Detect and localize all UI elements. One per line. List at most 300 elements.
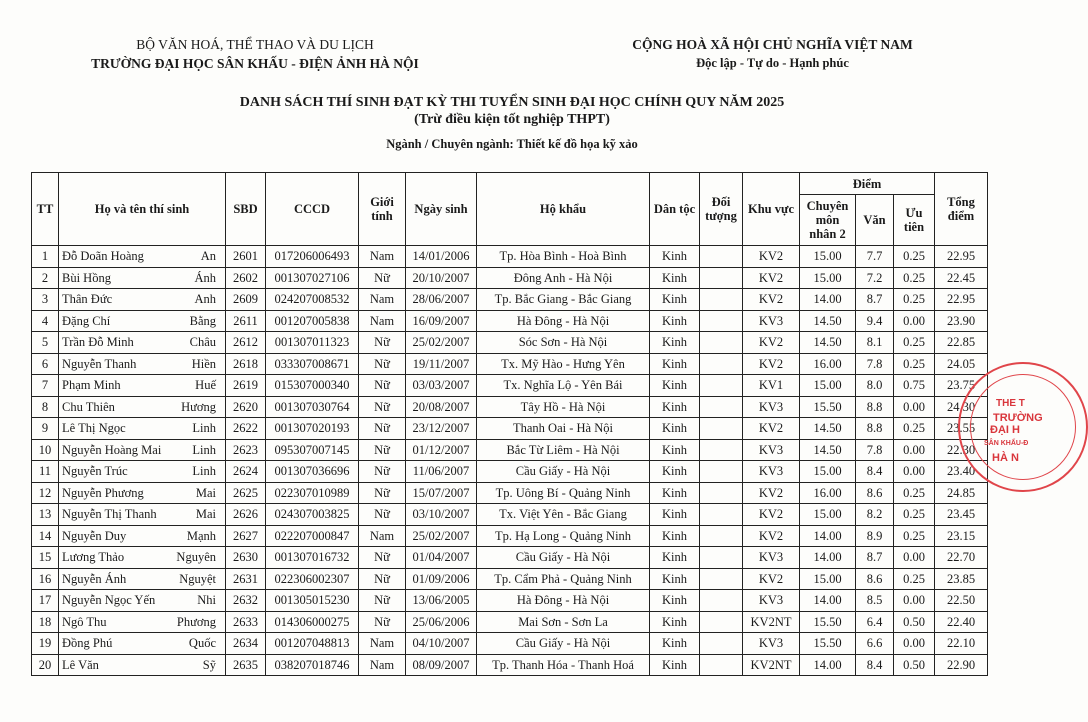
- row-family-name: Đồng Phú: [62, 636, 113, 651]
- row-cccd: 001307030764: [266, 396, 359, 418]
- row-region: KV2: [743, 418, 800, 440]
- row-region: KV1: [743, 375, 800, 397]
- row-cccd: 001307027106: [266, 267, 359, 289]
- row-priority: 0.25: [894, 418, 935, 440]
- table-row: [32, 418, 988, 440]
- row-ethnic: Kinh: [650, 611, 700, 633]
- col-object: Đối tượng: [700, 173, 743, 246]
- row-tt: 6: [32, 353, 59, 375]
- row-gender: Nữ: [359, 590, 406, 612]
- row-tt: 7: [32, 375, 59, 397]
- table-row: [32, 267, 988, 289]
- row-tt: 11: [32, 461, 59, 483]
- row-priority: 0.25: [894, 504, 935, 526]
- row-major-score: 16.00: [800, 482, 856, 504]
- row-gender: Nữ: [359, 332, 406, 354]
- row-family-name: Nguyễn Phương: [62, 485, 144, 500]
- row-tt: 5: [32, 332, 59, 354]
- row-literature: 6.4: [856, 611, 894, 633]
- row-object: [700, 590, 743, 612]
- document-subtitle: (Trừ điều kiện tốt nghiệp THPT): [414, 112, 610, 127]
- row-family-name: Đặng Chí: [62, 313, 111, 328]
- col-name: Họ và tên thí sinh: [59, 173, 226, 246]
- row-total: 22.85: [935, 332, 988, 354]
- row-object: [700, 267, 743, 289]
- row-major-score: 15.00: [800, 246, 856, 268]
- row-cccd: 001307020193: [266, 418, 359, 440]
- row-total: 24.05: [935, 353, 988, 375]
- row-sbd: 2623: [226, 439, 266, 461]
- col-priority: Ưu tiên: [894, 195, 935, 246]
- row-gender: Nam: [359, 633, 406, 655]
- row-family-name: Lương Thảo: [62, 550, 125, 565]
- row-priority: 0.25: [894, 267, 935, 289]
- row-total: 23.15: [935, 525, 988, 547]
- row-region: KV3: [743, 590, 800, 612]
- row-major-score: 15.50: [800, 396, 856, 418]
- table-row: [32, 611, 988, 633]
- table-row: [32, 353, 988, 375]
- row-region: KV2NT: [743, 654, 800, 676]
- row-given-name: Hiền: [191, 356, 216, 371]
- row-sbd: 2626: [226, 504, 266, 526]
- row-object: [700, 418, 743, 440]
- row-region: KV3: [743, 547, 800, 569]
- row-given-name: Anh: [194, 292, 216, 307]
- row-major-score: 15.00: [800, 461, 856, 483]
- row-name: [59, 332, 226, 354]
- row-ethnic: Kinh: [650, 525, 700, 547]
- row-given-name: Châu: [189, 335, 216, 350]
- table-row: [32, 525, 988, 547]
- row-object: [700, 633, 743, 655]
- row-total: 22.10: [935, 633, 988, 655]
- row-name: [59, 547, 226, 569]
- row-literature: 8.7: [856, 289, 894, 311]
- row-dob: 25/02/2007: [406, 525, 477, 547]
- col-cccd: CCCD: [266, 173, 359, 246]
- row-ethnic: Kinh: [650, 267, 700, 289]
- col-literature: Văn: [856, 195, 894, 246]
- row-literature: 7.8: [856, 439, 894, 461]
- row-tt: 16: [32, 568, 59, 590]
- row-ethnic: Kinh: [650, 633, 700, 655]
- row-cccd: 001307036696: [266, 461, 359, 483]
- row-literature: 8.4: [856, 654, 894, 676]
- row-total: 22.50: [935, 590, 988, 612]
- row-cccd: 015307000340: [266, 375, 359, 397]
- row-family-name: Nguyễn Ánh: [62, 571, 127, 586]
- table-row: [32, 289, 988, 311]
- row-family-name: Nguyễn Duy: [62, 528, 127, 543]
- row-object: [700, 504, 743, 526]
- row-sbd: 2612: [226, 332, 266, 354]
- col-total: Tổng điểm: [935, 173, 988, 246]
- col-tt: TT: [32, 173, 59, 246]
- major-line: Ngành / Chuyên ngành: Thiết kế đồ họa kỹ xảo: [386, 137, 638, 151]
- row-object: [700, 654, 743, 676]
- row-tt: 9: [32, 418, 59, 440]
- row-priority: 0.00: [894, 547, 935, 569]
- school-name: TRƯỜNG ĐẠI HỌC SÂN KHẤU - ĐIỆN ẢNH HÀ NỘI: [91, 56, 419, 71]
- row-sbd: 2619: [226, 375, 266, 397]
- row-region: KV3: [743, 439, 800, 461]
- row-ethnic: Kinh: [650, 396, 700, 418]
- row-address: Tp. Bắc Giang - Bắc Giang: [477, 289, 650, 311]
- row-region: KV2: [743, 267, 800, 289]
- row-name: [59, 375, 226, 397]
- row-priority: 0.25: [894, 289, 935, 311]
- row-literature: 8.4: [856, 461, 894, 483]
- row-family-name: Thân Đức: [62, 292, 113, 307]
- row-gender: Nữ: [359, 353, 406, 375]
- table-row: [32, 547, 988, 569]
- row-address: Tp. Cẩm Phả - Quảng Ninh: [477, 568, 650, 590]
- row-dob: 03/03/2007: [406, 375, 477, 397]
- row-gender: Nữ: [359, 482, 406, 504]
- row-gender: Nam: [359, 246, 406, 268]
- row-total: 22.95: [935, 246, 988, 268]
- row-gender: Nữ: [359, 396, 406, 418]
- table-row: [32, 332, 988, 354]
- row-major-score: 14.50: [800, 418, 856, 440]
- row-dob: 25/06/2006: [406, 611, 477, 633]
- row-address: Tây Hồ - Hà Nội: [477, 396, 650, 418]
- row-region: KV3: [743, 396, 800, 418]
- row-family-name: Nguyễn Ngọc Yến: [62, 593, 156, 608]
- row-tt: 1: [32, 246, 59, 268]
- row-priority: 0.50: [894, 611, 935, 633]
- row-literature: 9.4: [856, 310, 894, 332]
- row-literature: 8.0: [856, 375, 894, 397]
- row-priority: 0.25: [894, 246, 935, 268]
- row-address: Đông Anh - Hà Nội: [477, 267, 650, 289]
- row-object: [700, 611, 743, 633]
- row-priority: 0.00: [894, 439, 935, 461]
- row-tt: 8: [32, 396, 59, 418]
- row-priority: 0.00: [894, 633, 935, 655]
- row-cccd: 033307008671: [266, 353, 359, 375]
- row-tt: 4: [32, 310, 59, 332]
- row-literature: 8.2: [856, 504, 894, 526]
- row-major-score: 15.00: [800, 504, 856, 526]
- row-region: KV2: [743, 482, 800, 504]
- row-total: 22.30: [935, 439, 988, 461]
- row-dob: 11/06/2007: [406, 461, 477, 483]
- row-name: [59, 267, 226, 289]
- row-given-name: Nhi: [197, 593, 216, 608]
- row-priority: 0.00: [894, 396, 935, 418]
- row-priority: 0.00: [894, 461, 935, 483]
- row-address: Tp. Hạ Long - Quảng Ninh: [477, 525, 650, 547]
- row-literature: 8.9: [856, 525, 894, 547]
- row-name: [59, 289, 226, 311]
- row-sbd: 2633: [226, 611, 266, 633]
- row-literature: 7.8: [856, 353, 894, 375]
- row-family-name: Phạm Minh: [62, 378, 121, 393]
- table-row: [32, 482, 988, 504]
- row-major-score: 14.00: [800, 289, 856, 311]
- row-total: 23.55: [935, 418, 988, 440]
- row-given-name: Nguyên: [176, 550, 216, 565]
- row-major-score: 15.00: [800, 568, 856, 590]
- row-object: [700, 461, 743, 483]
- row-sbd: 2622: [226, 418, 266, 440]
- row-sbd: 2632: [226, 590, 266, 612]
- row-name: [59, 396, 226, 418]
- row-name: [59, 654, 226, 676]
- row-given-name: An: [200, 249, 216, 264]
- row-name: [59, 439, 226, 461]
- row-tt: 15: [32, 547, 59, 569]
- motto: Độc lập - Tự do - Hạnh phúc: [696, 56, 849, 70]
- row-name: [59, 504, 226, 526]
- row-region: KV3: [743, 633, 800, 655]
- row-cccd: 001307011323: [266, 332, 359, 354]
- row-priority: 0.25: [894, 568, 935, 590]
- row-ethnic: Kinh: [650, 461, 700, 483]
- row-address: Sóc Sơn - Hà Nội: [477, 332, 650, 354]
- row-given-name: Linh: [192, 464, 216, 479]
- row-dob: 25/02/2007: [406, 332, 477, 354]
- row-sbd: 2630: [226, 547, 266, 569]
- row-gender: Nữ: [359, 267, 406, 289]
- row-total: 23.85: [935, 568, 988, 590]
- row-major-score: 15.50: [800, 611, 856, 633]
- row-name: [59, 461, 226, 483]
- row-family-name: Trần Đỗ Minh: [62, 335, 134, 350]
- candidate-table: [31, 172, 988, 676]
- header-left: [85, 35, 425, 73]
- row-ethnic: Kinh: [650, 482, 700, 504]
- row-ethnic: Kinh: [650, 504, 700, 526]
- row-family-name: Đỗ Doãn Hoàng: [62, 249, 144, 264]
- row-family-name: Chu Thiên: [62, 399, 115, 414]
- row-family-name: Nguyễn Thanh: [62, 356, 137, 371]
- row-major-score: 14.00: [800, 654, 856, 676]
- row-gender: Nữ: [359, 375, 406, 397]
- row-name: [59, 590, 226, 612]
- row-ethnic: Kinh: [650, 590, 700, 612]
- row-region: KV3: [743, 310, 800, 332]
- row-dob: 28/06/2007: [406, 289, 477, 311]
- table-row: [32, 439, 988, 461]
- row-major-score: 14.50: [800, 310, 856, 332]
- row-literature: 8.6: [856, 568, 894, 590]
- row-tt: 20: [32, 654, 59, 676]
- row-cccd: 022306002307: [266, 568, 359, 590]
- row-name: [59, 482, 226, 504]
- row-dob: 20/10/2007: [406, 267, 477, 289]
- row-address: Cầu Giấy - Hà Nội: [477, 547, 650, 569]
- table-row: [32, 461, 988, 483]
- row-literature: 7.2: [856, 267, 894, 289]
- row-priority: 0.25: [894, 482, 935, 504]
- row-ethnic: Kinh: [650, 654, 700, 676]
- row-tt: 14: [32, 525, 59, 547]
- row-tt: 17: [32, 590, 59, 612]
- row-address: Hà Đông - Hà Nội: [477, 590, 650, 612]
- row-cccd: 001207005838: [266, 310, 359, 332]
- document-title: DANH SÁCH THÍ SINH ĐẠT KỲ THI TUYỂN SINH ĐẠI HỌC CHÍNH QUY NĂM 2025: [239, 95, 785, 110]
- row-gender: Nữ: [359, 568, 406, 590]
- row-region: KV2: [743, 246, 800, 268]
- row-family-name: Nguyễn Trúc: [62, 464, 128, 479]
- row-tt: 18: [32, 611, 59, 633]
- row-given-name: Mạnh: [186, 528, 216, 543]
- row-dob: 23/12/2007: [406, 418, 477, 440]
- row-dob: 20/08/2007: [406, 396, 477, 418]
- row-given-name: Hương: [181, 399, 216, 414]
- row-address: Tp. Hòa Bình - Hoà Bình: [477, 246, 650, 268]
- row-name: [59, 418, 226, 440]
- row-total: 23.90: [935, 310, 988, 332]
- table-row: [32, 504, 988, 526]
- row-total: 22.70: [935, 547, 988, 569]
- table-row: [32, 246, 988, 268]
- col-address: Hộ khẩu: [477, 173, 650, 246]
- row-literature: 8.7: [856, 547, 894, 569]
- row-object: [700, 547, 743, 569]
- row-ethnic: Kinh: [650, 332, 700, 354]
- row-cccd: 001207048813: [266, 633, 359, 655]
- row-object: [700, 246, 743, 268]
- row-major-score: 14.50: [800, 332, 856, 354]
- row-sbd: 2611: [226, 310, 266, 332]
- row-gender: Nữ: [359, 418, 406, 440]
- row-major-score: 15.00: [800, 375, 856, 397]
- row-cccd: 022307010989: [266, 482, 359, 504]
- ministry-name: BỘ VĂN HOÁ, THỂ THAO VÀ DU LỊCH: [136, 37, 374, 52]
- row-literature: 8.8: [856, 396, 894, 418]
- row-ethnic: Kinh: [650, 439, 700, 461]
- row-address: Cầu Giấy - Hà Nội: [477, 633, 650, 655]
- row-total: 23.75: [935, 375, 988, 397]
- row-gender: Nữ: [359, 547, 406, 569]
- row-given-name: Linh: [192, 442, 216, 457]
- row-ethnic: Kinh: [650, 246, 700, 268]
- row-cccd: 022207000847: [266, 525, 359, 547]
- row-region: KV2NT: [743, 611, 800, 633]
- table-row: [32, 310, 988, 332]
- row-cccd: 095307007145: [266, 439, 359, 461]
- row-object: [700, 482, 743, 504]
- row-priority: 0.75: [894, 375, 935, 397]
- row-region: KV2: [743, 504, 800, 526]
- row-region: KV2: [743, 525, 800, 547]
- row-cccd: 014306000275: [266, 611, 359, 633]
- row-literature: 8.1: [856, 332, 894, 354]
- row-object: [700, 289, 743, 311]
- row-tt: 10: [32, 439, 59, 461]
- row-region: KV2: [743, 568, 800, 590]
- row-sbd: 2601: [226, 246, 266, 268]
- row-dob: 16/09/2007: [406, 310, 477, 332]
- row-address: Mai Sơn - Sơn La: [477, 611, 650, 633]
- row-priority: 0.25: [894, 353, 935, 375]
- row-gender: Nam: [359, 654, 406, 676]
- col-gender: Giới tính: [359, 173, 406, 246]
- row-object: [700, 310, 743, 332]
- row-gender: Nam: [359, 289, 406, 311]
- row-object: [700, 353, 743, 375]
- row-major-score: 16.00: [800, 353, 856, 375]
- row-given-name: Ánh: [194, 270, 216, 285]
- row-given-name: Quốc: [188, 636, 216, 651]
- row-gender: Nam: [359, 310, 406, 332]
- row-name: [59, 246, 226, 268]
- row-ethnic: Kinh: [650, 353, 700, 375]
- row-tt: 2: [32, 267, 59, 289]
- row-given-name: Mai: [195, 485, 216, 500]
- row-total: 22.40: [935, 611, 988, 633]
- row-sbd: 2624: [226, 461, 266, 483]
- row-tt: 12: [32, 482, 59, 504]
- row-sbd: 2635: [226, 654, 266, 676]
- row-sbd: 2634: [226, 633, 266, 655]
- table-row: [32, 568, 988, 590]
- row-family-name: Lê Thị Ngọc: [62, 421, 126, 436]
- row-total: 22.95: [935, 289, 988, 311]
- row-sbd: 2625: [226, 482, 266, 504]
- row-dob: 01/12/2007: [406, 439, 477, 461]
- row-region: KV3: [743, 461, 800, 483]
- row-major-score: 14.00: [800, 547, 856, 569]
- row-address: Bắc Từ Liêm - Hà Nội: [477, 439, 650, 461]
- row-dob: 01/04/2007: [406, 547, 477, 569]
- row-object: [700, 375, 743, 397]
- row-region: KV2: [743, 353, 800, 375]
- table-row: [32, 375, 988, 397]
- header-right: [600, 35, 945, 73]
- row-family-name: Lê Văn: [62, 657, 99, 672]
- row-gender: Nữ: [359, 461, 406, 483]
- row-dob: 15/07/2007: [406, 482, 477, 504]
- row-dob: 14/01/2006: [406, 246, 477, 268]
- row-total: 22.90: [935, 654, 988, 676]
- row-major-score: 14.50: [800, 439, 856, 461]
- row-name: [59, 611, 226, 633]
- row-ethnic: Kinh: [650, 375, 700, 397]
- row-priority: 0.50: [894, 654, 935, 676]
- row-given-name: Linh: [192, 421, 216, 436]
- row-priority: 0.00: [894, 310, 935, 332]
- col-score-group: Điểm: [800, 173, 935, 195]
- row-sbd: 2602: [226, 267, 266, 289]
- row-address: Thanh Oai - Hà Nội: [477, 418, 650, 440]
- row-major-score: 15.50: [800, 633, 856, 655]
- row-address: Tx. Việt Yên - Bắc Giang: [477, 504, 650, 526]
- col-major-score: Chuyên môn nhân 2: [800, 195, 856, 246]
- row-ethnic: Kinh: [650, 547, 700, 569]
- row-literature: 8.5: [856, 590, 894, 612]
- row-object: [700, 439, 743, 461]
- row-tt: 13: [32, 504, 59, 526]
- row-gender: Nữ: [359, 611, 406, 633]
- row-sbd: 2618: [226, 353, 266, 375]
- row-major-score: 15.00: [800, 267, 856, 289]
- row-address: Cầu Giấy - Hà Nội: [477, 461, 650, 483]
- col-sbd: SBD: [226, 173, 266, 246]
- row-family-name: Nguyễn Thị Thanh: [62, 507, 157, 522]
- row-region: KV2: [743, 289, 800, 311]
- row-sbd: 2631: [226, 568, 266, 590]
- table-row: [32, 590, 988, 612]
- row-address: Hà Đông - Hà Nội: [477, 310, 650, 332]
- row-gender: Nữ: [359, 504, 406, 526]
- table-row: [32, 396, 988, 418]
- row-address: Tp. Uông Bí - Quảng Ninh: [477, 482, 650, 504]
